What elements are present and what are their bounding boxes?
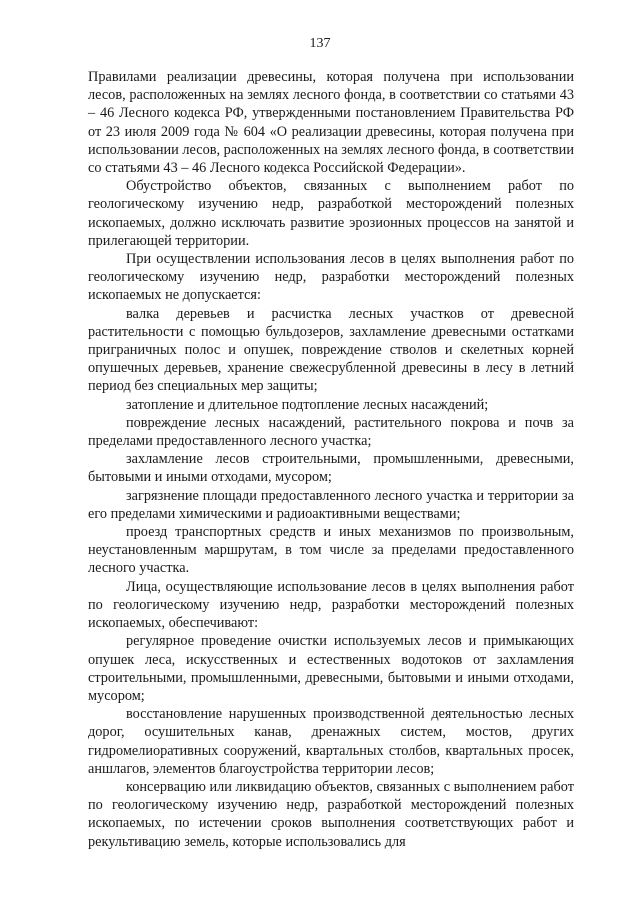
paragraph: Лица, осуществляющие использование лесов в целях выполнения работ по геологическому изучению недр, разработки месторождений полезных ископаемых, обеспечивают:	[88, 578, 574, 632]
paragraph: консервацию или ликвидацию объектов, связанных с выполнением работ по геологическому изучению недр, разработкой месторождений полезных ископаемых, по истечении сроков выполнения соответствующих работ и рекультивацию земель, которые использовались для	[88, 778, 574, 850]
page-number: 137	[309, 36, 331, 51]
paragraph: проезд транспортных средств и иных механизмов по произвольным, неустановленным маршрутам, в том числе за пределами предоставленного лесного участка.	[88, 524, 574, 577]
body-text	[88, 68, 574, 851]
paragraph: Обустройство объектов, связанных с выполнением работ по геологическому изучению недр, разработкой месторождений полезных ископаемых, должно исключать развитие эрозионных процессов на занятой и прилегающей территории.	[88, 178, 574, 249]
paragraph: При осуществлении использования лесов в целях выполнения работ по геологическому изучению недр, разработки месторождений полезных ископаемых не допускается:	[88, 251, 574, 304]
paragraph: захламление лесов строительными, промышленными, древесными, бытовыми и иными отходами, мусором;	[88, 451, 574, 486]
paragraph: Правилами реализации древесины, которая получена при использовании лесов, расположенных на землях лесного фонда, в соответствии со статьями 43 – 46 Лесного кодекса РФ, утвержденными постановлением Правительства РФ от 23 июля 2009 года № 604 «О реализации древесины, которая получена при использовании лесов, расположенных на землях лесного фонда, в соответствии со статьями 43 – 46 Лесного кодекса Российской Федерации».	[88, 69, 574, 177]
paragraph: регулярное проведение очистки используемых лесов и примыкающих опушек леса, искусственных и естественных водотоков от захламления строительными, промышленными, древесными, бытовыми и иными отходами, мусором;	[88, 633, 574, 704]
paragraph: восстановление нарушенных производственной деятельностью лесных дорог, осушительных канав, дренажных систем, мостов, других гидромелиоративных сооружений, квартальных столбов, квартальных просек, аншлагов, элементов благоустройства территории лесов;	[88, 706, 574, 777]
paragraph: валка деревьев и расчистка лесных участков от древесной растительности с помощью бульдозеров, захламление древесными остатками приграничных полос и опушек, повреждение стволов и скелетных корней опушечных деревьев, хранение свежесрубленной древесины в лесу в летний период без специальных мер защиты;	[88, 305, 574, 395]
paragraph: повреждение лесных насаждений, растительного покрова и почв за пределами предоставленного лесного участка;	[88, 414, 574, 450]
paragraph: затопление и длительное подтопление лесных насаждений;	[126, 396, 489, 413]
paragraph: загрязнение площади предоставленного лесного участка и территории за его пределами химическими и радиоактивными веществами;	[88, 487, 574, 522]
